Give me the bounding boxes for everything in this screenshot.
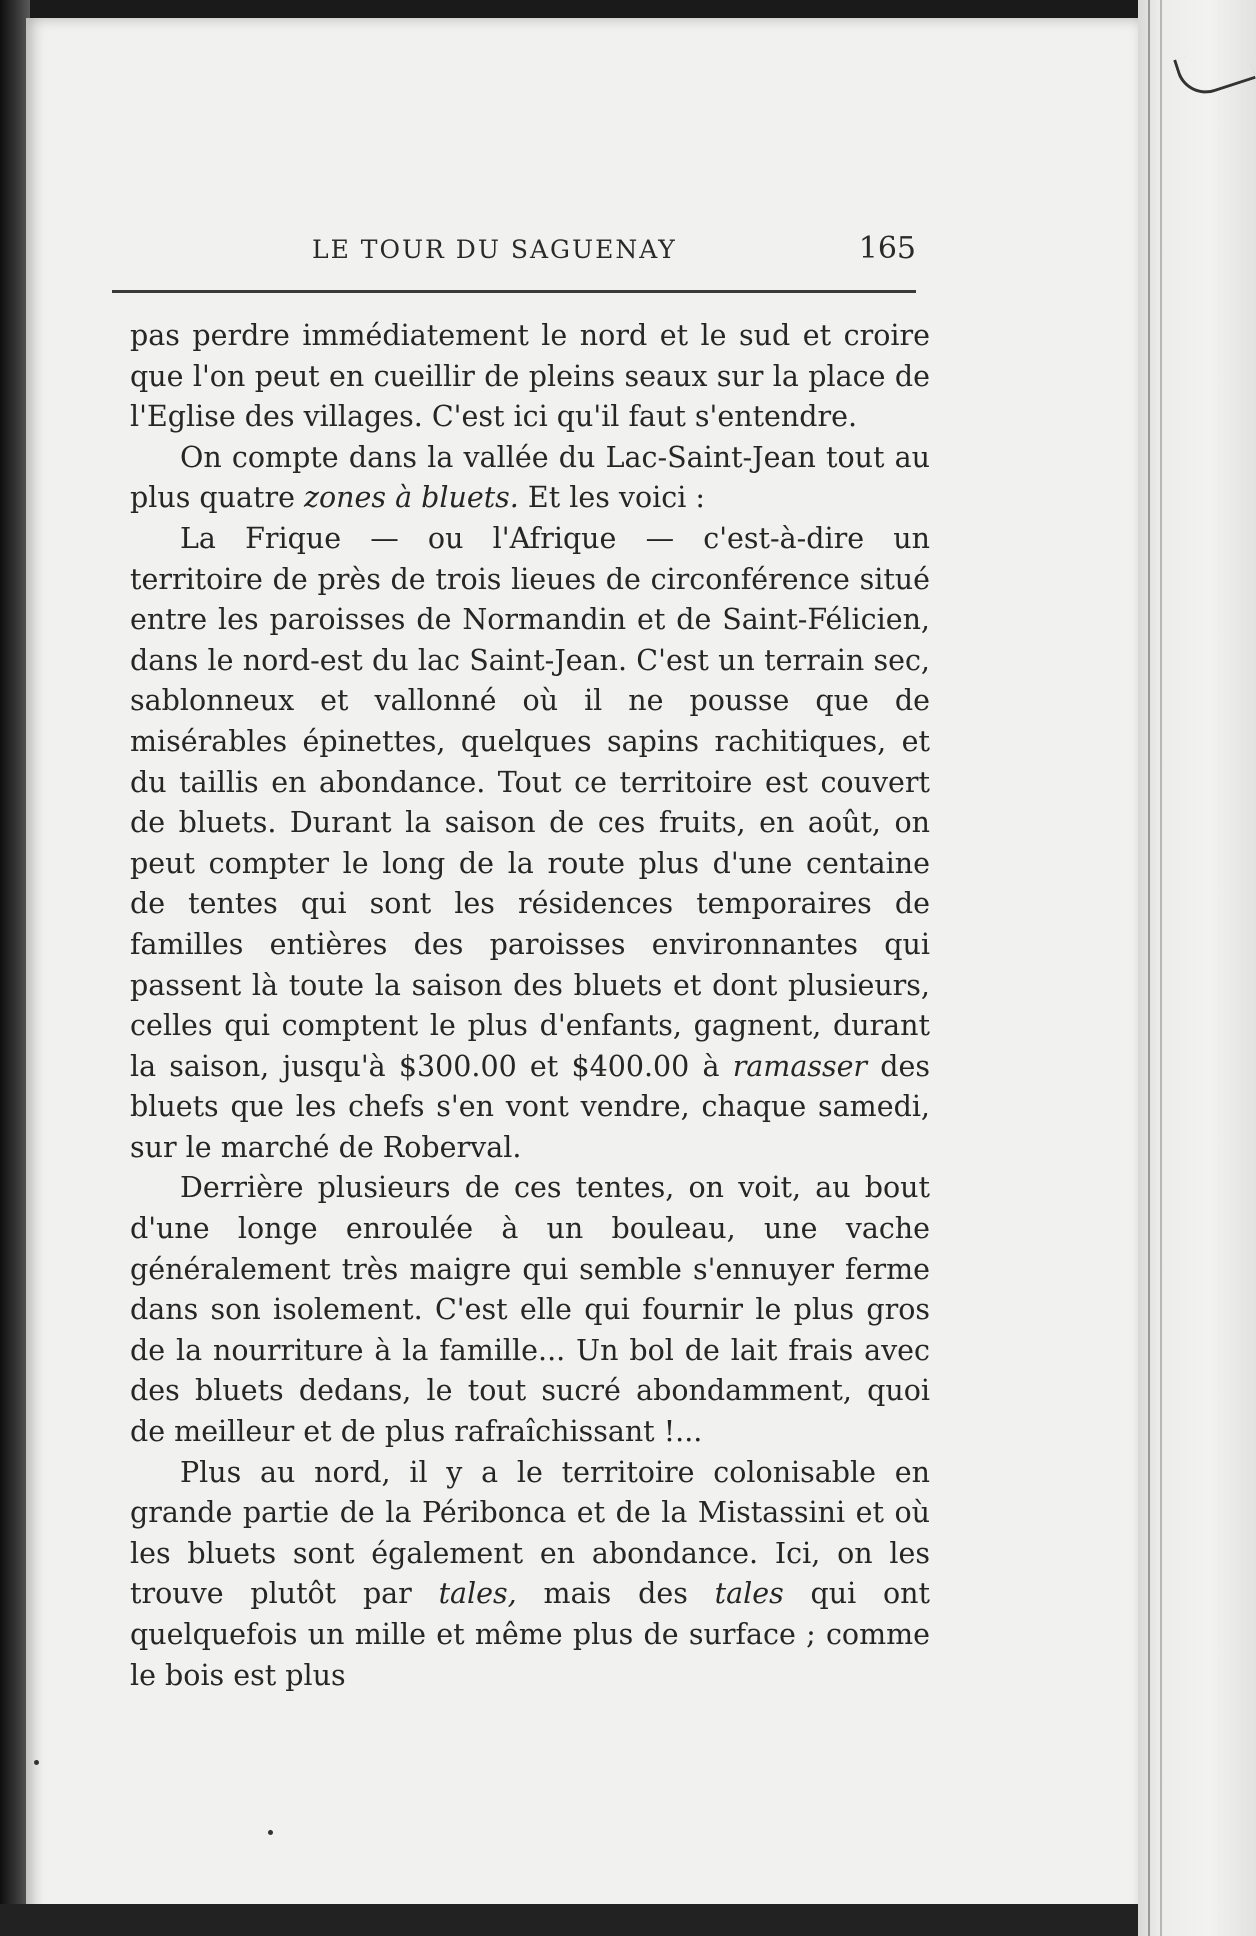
page-header [112, 231, 916, 275]
italic-term: zones à bluets. [304, 481, 519, 515]
paragraph-text: La Frique — ou l'Afrique — c'est-à-dire un territoire de près de trois lieues de circonférence situé entre les paroisses de Normandin et de Saint-Félicien, dans le nord-est du lac Saint-Jean. C'est un terrain sec, sablonneux et vallonné où il ne pousse que de misérables épinettes, quelques sapins rachitiques, et du taillis en abondance. Tout ce territoire est couvert de bluets. Durant la saison de ces fruits, en août, on peut compter le long de la route plus d'une centaine de tentes qui sont les résidences temporaires de familles entières des paroisses environnantes qui passent là toute la saison des bluets et dont plusieurs, celles qui comptent le plus d'enfants, gagnent, durant la saison, jusqu'à $300.00 et $400.00 à [130, 521, 930, 1083]
speck [268, 1830, 273, 1835]
speck [34, 1760, 39, 1765]
italic-term: tales, [438, 1577, 517, 1611]
page-number: 165 [858, 231, 916, 266]
running-title: LE TOUR DU SAGUENAY [312, 235, 677, 264]
paragraph-text: pas perdre immédiatement le nord et le sud et croire que l'on peut en cueillir de pleins seaux sur la place de l'Eglise des villages. C'est ici qu'il faut s'entendre. [130, 319, 930, 434]
page-edge-line [1148, 0, 1150, 1936]
scan-bottom-edge [0, 1904, 1138, 1936]
paragraph-text: qui ont quelquefois un mille et même plus de surface ; comme le bois est plus [130, 1577, 930, 1692]
paragraph [130, 1453, 930, 1697]
paragraph-text: Plus au nord, il y a le territoire colonisable en grande partie de la Péribonca et de la Mistassini et où les bluets sont également en abondance. Ici, on les trouve plutôt par [130, 1455, 930, 1611]
header-rule [112, 290, 916, 293]
paragraph [130, 1168, 930, 1452]
paragraph-text: Et les voici : [518, 481, 706, 515]
paragraph-text: On compte dans la vallée du Lac-Saint-Jean tout au plus quatre [130, 440, 930, 515]
page-edge-line [1160, 0, 1162, 1936]
paragraph [130, 438, 930, 519]
paragraph-text: Derrière plusieurs de ces tentes, on voit, au bout d'une longe enroulée à un bouleau, une vache généralement très maigre qui semble s'ennuyer ferme dans son isolement. C'est elle qui fournir le plus gros de la nourriture à la famille... Un bol de lait frais avec des bluets dedans, le tout sucré abondamment, quoi de meilleur et de plus rafraîchissant !... [130, 1171, 930, 1449]
italic-term: tales [714, 1577, 784, 1611]
paragraph-text: mais des [516, 1577, 715, 1611]
pencil-mark [1173, 38, 1256, 101]
paragraph-text: des bluets que les chefs s'en vont vendre, chaque samedi, sur le marché de Roberval. [130, 1049, 930, 1164]
italic-term: ramasser [732, 1049, 868, 1083]
body-text [130, 316, 930, 1696]
paragraph [130, 316, 930, 438]
adjacent-page-edge [1138, 0, 1256, 1936]
paragraph [130, 519, 930, 1169]
